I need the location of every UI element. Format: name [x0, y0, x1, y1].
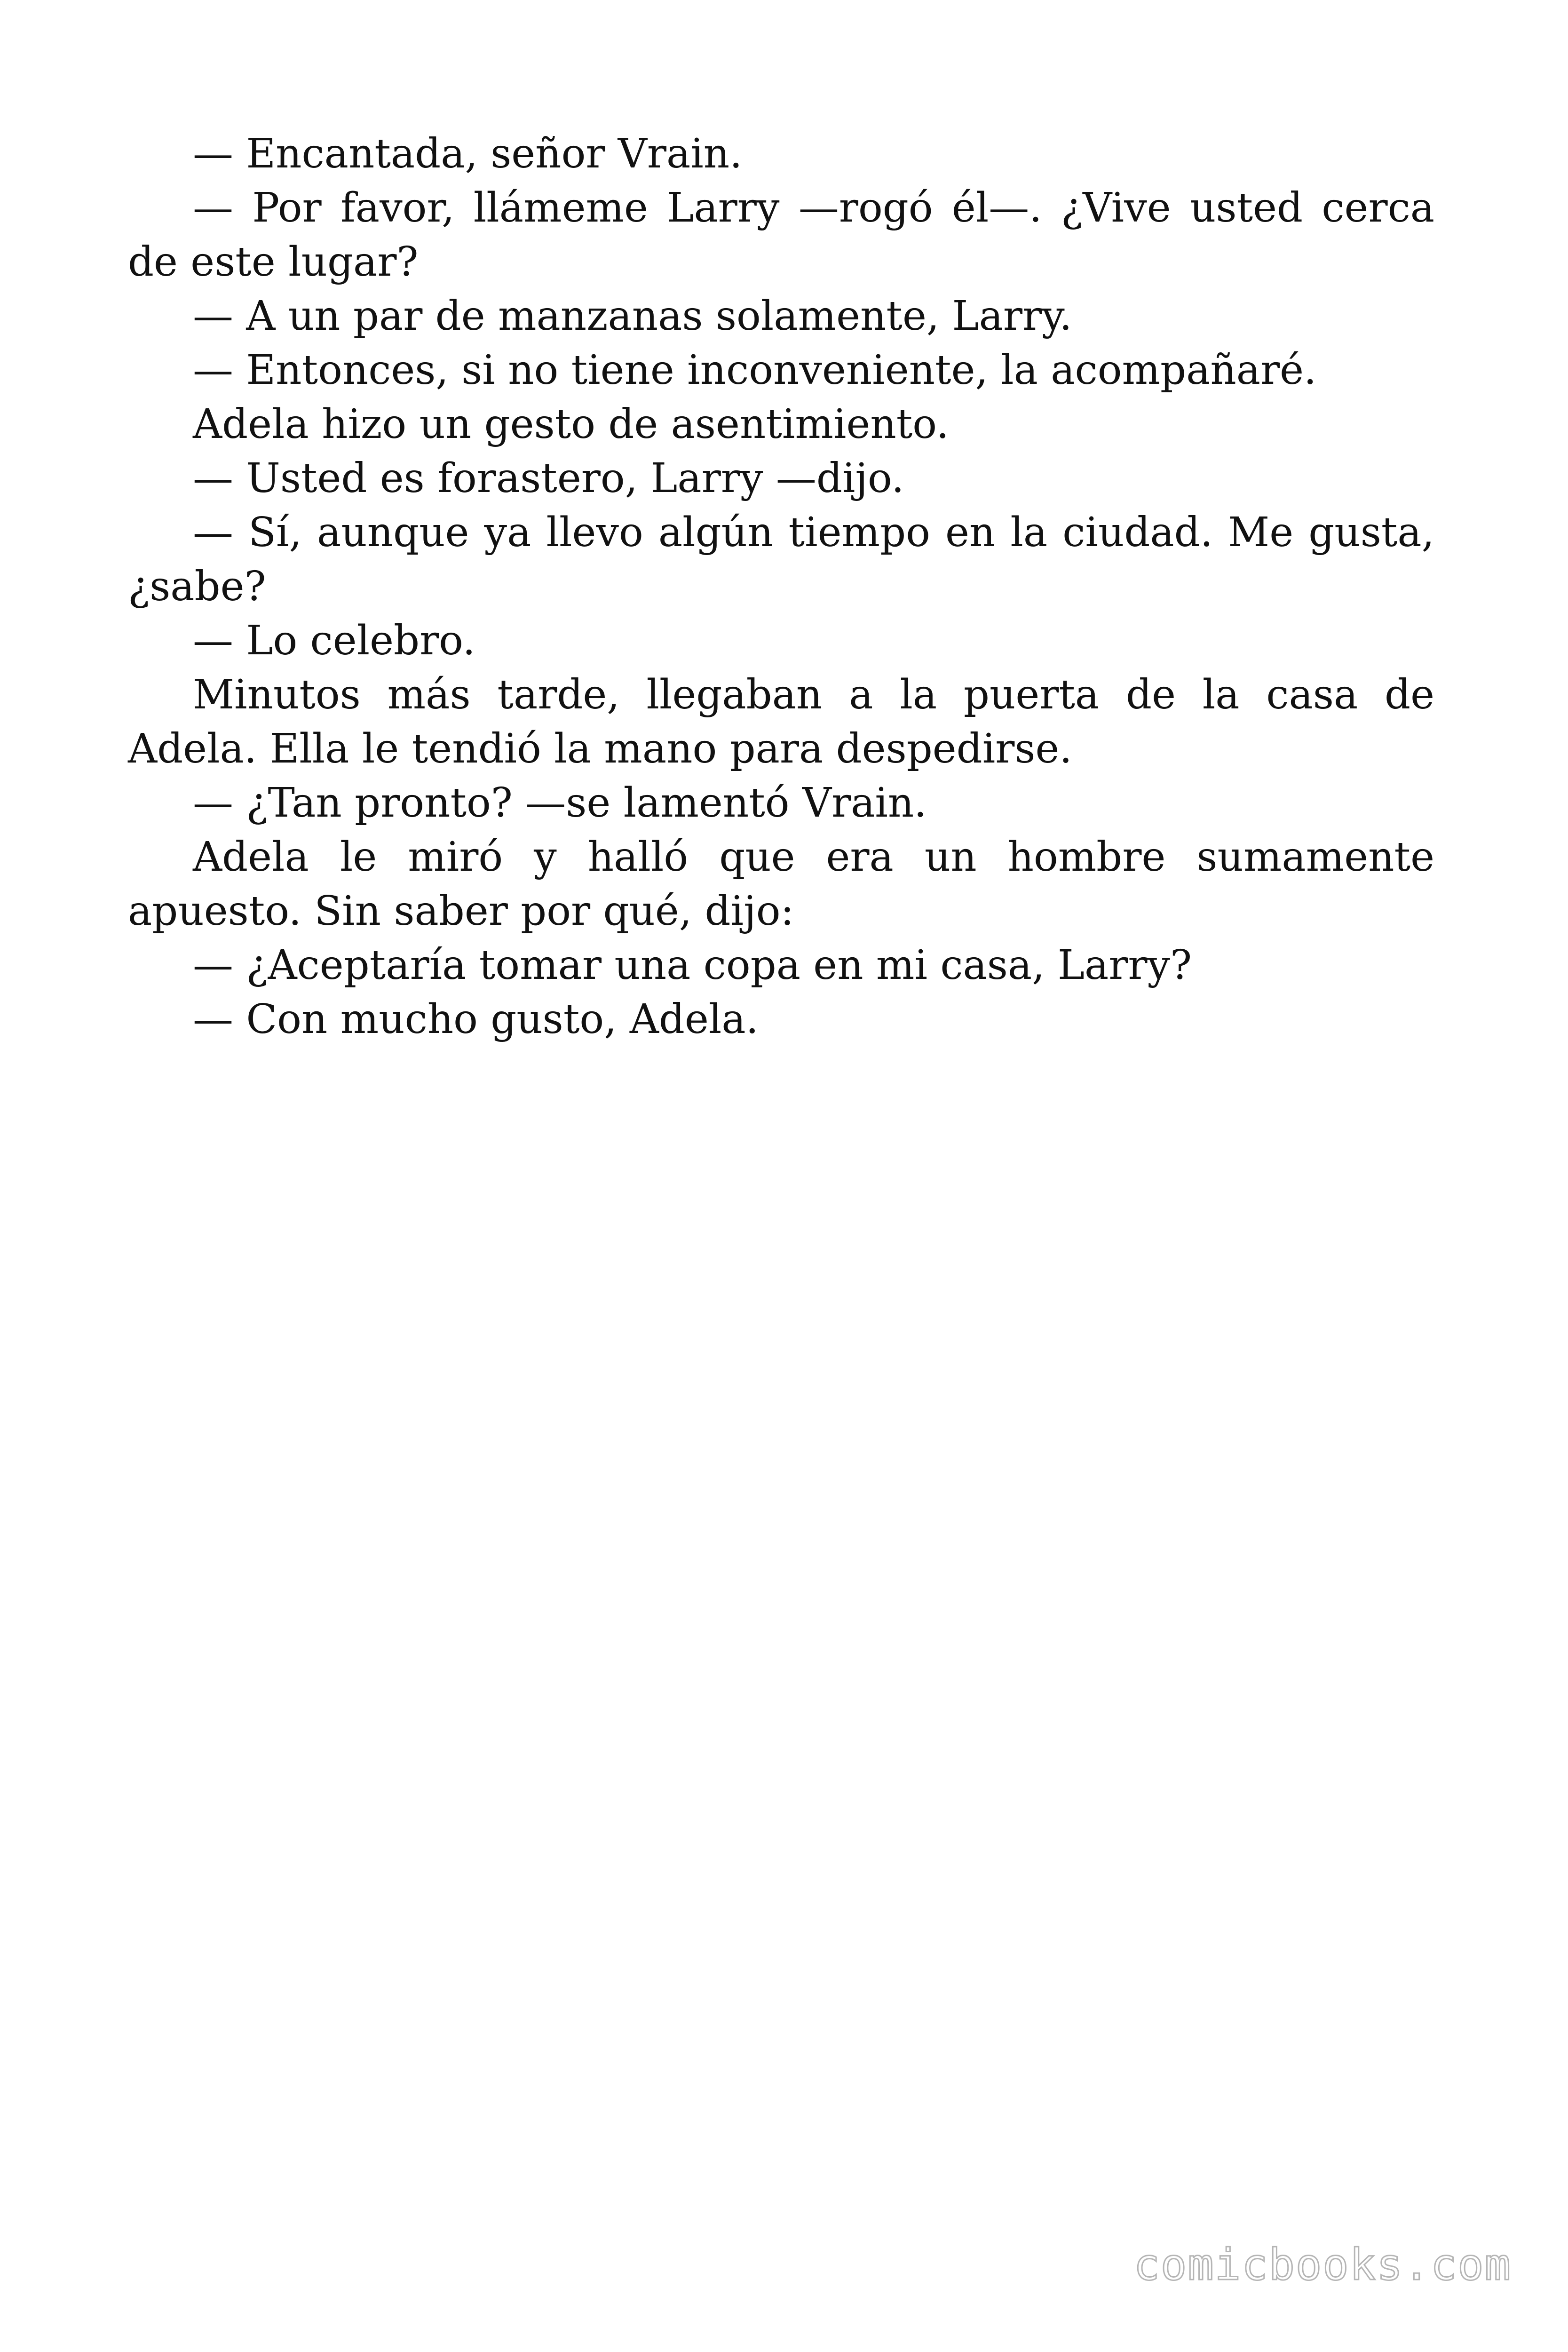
- watermark: comicbooks.com: [1133, 2240, 1512, 2290]
- paragraph: — Por favor, llámeme Larry —rogó él—. ¿Vive usted cerca de este lugar?: [128, 184, 1434, 286]
- paragraph: — Sí, aunque ya llevo algún tiempo en la ciudad. Me gusta, ¿sabe?: [128, 509, 1434, 610]
- paragraph: — Lo celebro.: [193, 617, 475, 664]
- paragraph: — ¿Tan pronto? —se lamentó Vrain.: [193, 779, 927, 826]
- paragraph: — ¿Aceptaría tomar una copa en mi casa, Larry?: [193, 942, 1192, 989]
- paragraph: Minutos más tarde, llegaban a la puerta de la casa de Adela. Ella le tendió la mano para despedirse.: [128, 671, 1434, 772]
- paragraph: Adela le miró y halló que era un hombre sumamente apuesto. Sin saber por qué, dijo:: [128, 834, 1434, 935]
- paragraph: — A un par de manzanas solamente, Larry.: [193, 293, 1072, 340]
- paragraph: Adela hizo un gesto de asentimiento.: [193, 401, 949, 448]
- paragraph: — Entonces, si no tiene inconveniente, la acompañaré.: [193, 347, 1317, 394]
- page-body: [128, 127, 1434, 1047]
- paragraph: — Usted es forastero, Larry —dijo.: [193, 455, 904, 502]
- paragraph: — Encantada, señor Vrain.: [193, 130, 743, 177]
- paragraph: — Con mucho gusto, Adela.: [193, 996, 759, 1043]
